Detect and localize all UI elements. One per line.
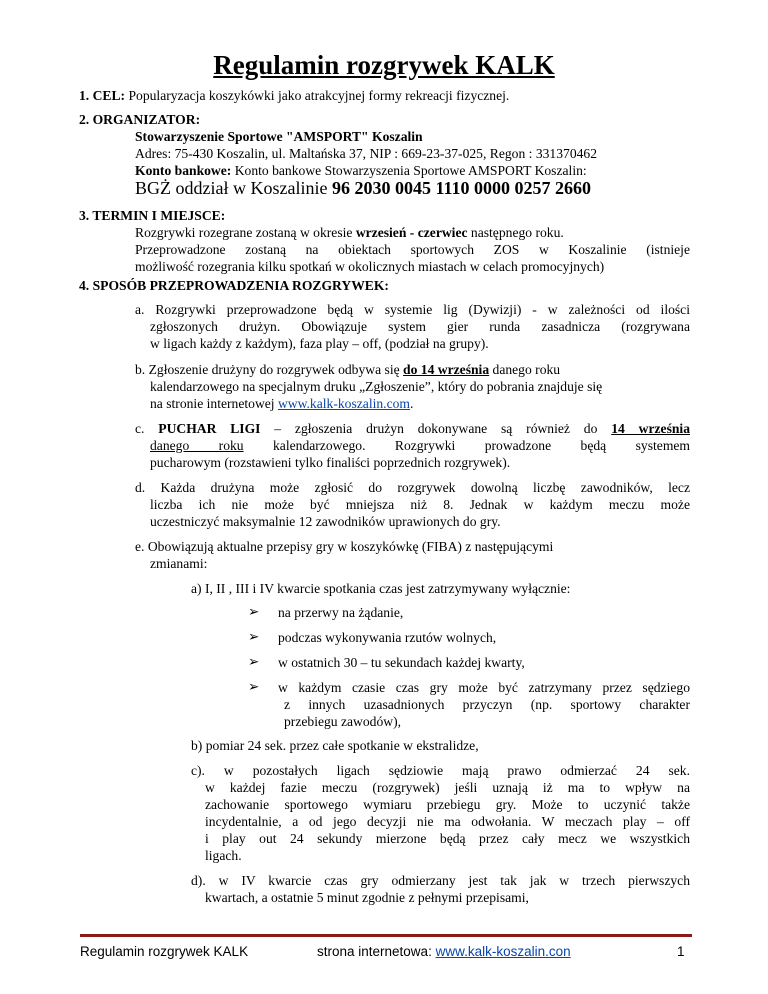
account-number: 96 2030 0045 1110 0000 0257 2660 [331, 178, 591, 198]
termin-line-2: Przeprowadzone zostaną na obiektach sportowych ZOS w Koszalinie (istnieje [135, 242, 690, 257]
section-heading-organizator: 2. ORGANIZATOR: [79, 112, 201, 127]
organizer-address: Adres: 75-430 Koszalin, ul. Maltańska 37, NIP : 669-23-37-025, Regon : 331370462 [135, 146, 598, 161]
item-c-line-1: c. PUCHAR LIGI – zgłoszenia drużyn dokonywane są również do 14 września [135, 421, 690, 436]
footer-website: strona internetowa: www.kalk-koszalin.con [317, 944, 571, 959]
sub-d-line-1: d). w IV kwarcie czas gry odmierzany jest tak jak w trzech pierwszych [191, 873, 690, 888]
footer-divider [80, 934, 692, 937]
page-number: 1 [677, 944, 685, 959]
item-d-line-3: uczestniczyć maksymalnie 12 zawodników uprawionych do gry. [150, 514, 501, 529]
section-heading-sposob: 4. SPOSÓB PRZEPROWADZENIA ROZGRYWEK: [79, 278, 389, 293]
bullet-arrow-icon: ➢ [248, 679, 260, 694]
bullet-text-4-line-1: w każdym czasie czas gry może być zatrzymany przez sędziego [278, 680, 690, 695]
sub-c-line-4: incydentalnie, a od jego decyzji nie ma odwołania. W meczach play – off [205, 814, 690, 829]
item-c-line-3: pucharowym (rozstawieni tylko finaliści poprzednich rozgrywek). [150, 455, 511, 470]
bullet-text-4-line-3: przebiegu zawodów), [284, 714, 402, 729]
item-c-line-2: danego roku kalendarzowego. Rozgrywki prowadzone będą systemem [150, 438, 690, 453]
bullet-arrow-icon: ➢ [248, 604, 260, 619]
section-heading-termin: 3. TERMIN I MIEJSCE: [79, 208, 226, 223]
bullet-text-3: w ostatnich 30 – tu sekundach każdej kwarty, [278, 655, 525, 670]
item-a-line-1: a. Rozgrywki przeprowadzone będą w systemie lig (Dywizji) - w zależności od ilości [135, 302, 690, 317]
sub-a: a) I, II , III i IV kwarcie spotkania czas jest zatrzymywany wyłącznie: [191, 581, 571, 596]
item-a-line-2: zgłoszonych drużyn. Obowiązuje system gier runda zasadnicza (rozgrywana [150, 319, 690, 334]
section-heading: 1. CEL: [79, 88, 126, 103]
item-d-line-1: d. Każda drużyna może zgłosić do rozgrywek dowolną liczbę zawodników, lecz [135, 480, 690, 495]
website-link[interactable]: www.kalk-koszalin.com [277, 396, 410, 411]
termin-line-3: możliwość rozegrania kilku spotkań w okolicznych miastach w celach promocyjnych) [135, 259, 605, 274]
item-b-line-2: kalendarzowego na specjalnym druku „Zgłoszenie”, który do pobrania znajduje się [150, 379, 603, 394]
item-e-line-1: e. Obowiązują aktualne przepisy gry w koszykówkę (FIBA) z następującymi [135, 539, 554, 554]
bank-number-line: BGŻ oddział w Koszalinie 96 2030 0045 1110 0000 0257 2660 [135, 178, 591, 198]
footer-title: Regulamin rozgrywek KALK [80, 944, 249, 959]
sub-c-line-1: c). w pozostałych ligach sędziowie mają prawo odmierzać 24 sek. [191, 763, 690, 778]
bullet-text-4-line-2: z innych uzasadnionych przyczyn (np. sportowy charakter [284, 697, 690, 712]
footer-website-link[interactable]: www.kalk-koszalin.con [435, 944, 571, 959]
sub-c-line-2: w każdej fazie meczu (rozgrywek) jeśli uznają iż ma to wpływ na [205, 780, 690, 795]
item-b-line-1: b. Zgłoszenie drużyny do rozgrywek odbywa się do 14 września danego roku [135, 362, 561, 377]
sub-b: b) pomiar 24 sek. przez całe spotkanie w ekstralidze, [191, 738, 479, 753]
sub-d-line-2: kwartach, a ostatnie 5 minut zgodnie z pełnymi przepisami, [205, 890, 529, 905]
section-cel [79, 87, 509, 104]
organizer-name: Stowarzyszenie Sportowe "AMSPORT" Koszalin [135, 129, 423, 144]
sub-c-line-3: zachowanie sportowego wymiaru przebiegu gry. Może to uczynić także [205, 797, 690, 812]
item-d-line-2: liczba ich nie może być mniejsza niż 8. Jednak w każdym meczu może [150, 497, 690, 512]
item-a-line-3: w ligach każdy z każdym), faza play – off, (podział na grupy). [150, 336, 489, 351]
bullet-text-1: na przerwy na żądanie, [278, 605, 404, 620]
page-title: Regulamin rozgrywek KALK [213, 50, 555, 80]
bullet-arrow-icon: ➢ [248, 629, 260, 644]
sub-c-line-6: ligach. [205, 848, 242, 863]
bullet-arrow-icon: ➢ [248, 654, 260, 669]
sub-c-line-5: i play out 24 sekundy mierzone będą przez cały mecz we wszystkich [205, 831, 690, 846]
item-b-line-3: na stronie internetowej www.kalk-koszalin.com. [150, 396, 414, 411]
section-text: Popularyzacja koszykówki jako atrakcyjnej formy rekreacji fizycznej. [125, 88, 510, 103]
bank-account-line: Konto bankowe: Konto bankowe Stowarzyszenia Sportowe AMSPORT Koszalin: [135, 163, 587, 178]
bullet-text-2: podczas wykonywania rzutów wolnych, [278, 630, 497, 645]
item-e-line-2: zmianami: [150, 556, 208, 571]
termin-line-1: Rozgrywki rozegrane zostaną w okresie wrzesień - czerwiec następnego roku. [135, 225, 564, 240]
